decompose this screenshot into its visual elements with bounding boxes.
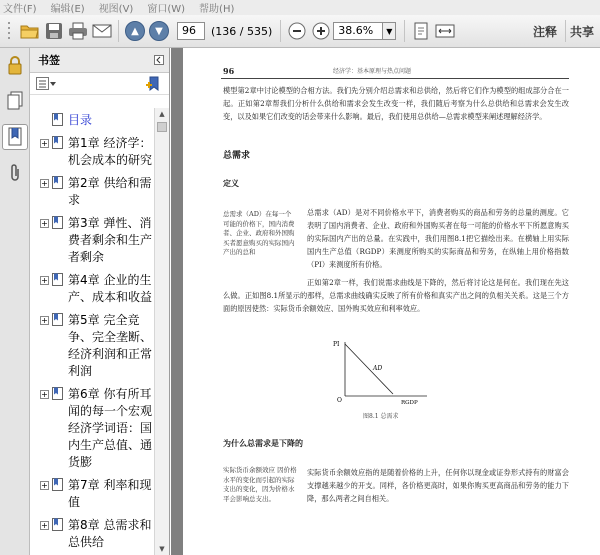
arrow-up-icon: ▲ (125, 21, 145, 41)
attachments-paperclip-icon[interactable] (2, 160, 28, 186)
running-header: 经济学：基本原理与热点问题 (333, 68, 412, 75)
bookmark-icon (52, 313, 63, 326)
bookmark-label: 目录 (68, 113, 93, 127)
menu-edit[interactable]: 编辑(E) (50, 4, 85, 15)
origin-label: O (337, 397, 342, 404)
ad-curve (345, 344, 393, 394)
toolbar (0, 15, 600, 48)
bookmark-item-toc[interactable] (30, 108, 152, 131)
toolbar-separator (404, 20, 405, 42)
menu-help[interactable]: 帮助(H) (199, 4, 235, 15)
document-page (183, 48, 600, 555)
expand-toggle[interactable]: + (41, 390, 48, 399)
expand-toggle[interactable]: + (41, 521, 48, 530)
section-heading-why-downward: 为什么总需求是下降的 (223, 438, 303, 448)
scrollbar-thumb[interactable] (157, 122, 167, 132)
bookmarks-scrollbar[interactable] (154, 108, 169, 555)
definition-paragraph: 总需求（AD）是对不同价格水平下，消费者购买的商品和劳务的总量的测度。它表明了国内消费者、企业、政府和外国购买者在每一可能的价格水平下所愿意购买的实际国内产出的总量。在实践中，我们用图8.1把它描绘出来。在横轴上用实际国内生产总值（RGDP）来测度所购买的实际商品和劳务，在纵轴上用价格指数（PI）来测度所有价格。 (307, 208, 569, 269)
arrow-down-icon: ▼ (149, 21, 169, 41)
document-viewer[interactable] (171, 48, 600, 555)
expand-toggle[interactable]: + (41, 139, 48, 148)
share-button[interactable]: 共享 (569, 24, 594, 39)
save-icon[interactable] (42, 19, 66, 43)
bookmark-item-chapter-6[interactable] (30, 382, 152, 473)
y-axis-label: PI (333, 341, 340, 348)
bookmark-label: 第3章 弹性、消费者剩余和生产者剩余 (68, 216, 152, 264)
print-icon[interactable] (66, 19, 90, 43)
new-bookmark-icon[interactable] (145, 76, 163, 92)
section-heading-aggregate-demand: 总需求 (223, 151, 251, 161)
bookmark-item-chapter-1[interactable] (30, 131, 152, 171)
fit-page-icon[interactable] (409, 19, 433, 43)
menu-file[interactable]: 文件(F) (3, 4, 37, 15)
bookmark-icon (52, 387, 63, 400)
bookmark-label: 第2章 供给和需求 (68, 176, 152, 207)
zoom-level-input[interactable]: 38.6% (333, 22, 383, 40)
previous-page-button[interactable] (123, 19, 147, 43)
bookmark-icon (52, 216, 63, 229)
bookmark-icon (52, 176, 63, 189)
expand-toggle[interactable]: + (41, 481, 48, 490)
menu-bar (0, 0, 600, 15)
menu-window[interactable]: 窗口(W) (147, 4, 186, 15)
bookmark-icon (52, 273, 63, 286)
scroll-up-arrow-icon[interactable]: ▲ (159, 110, 165, 118)
expand-toggle[interactable]: + (41, 276, 48, 285)
bookmark-item-chapter-7[interactable] (30, 473, 152, 513)
downward-slope-paragraph: 正如第2章一样，我们说需求曲线是下降的，然后将讨论这是何在。我们现在先这么做。正如图8.1所显示的那样，总需求曲线确实反映了所有价格和真实产出之间的负相关关系。这是三个方面的原因使然：实际货币余额效应、国外购买效应和利率效应。 (223, 278, 569, 313)
bookmarks-panel (30, 48, 170, 555)
figure-caption: 图8.1 总需求 (363, 413, 399, 420)
expand-toggle[interactable]: + (41, 219, 48, 228)
bookmark-icon (52, 478, 63, 491)
bookmark-item-chapter-4[interactable] (30, 268, 152, 308)
lock-icon[interactable] (2, 52, 28, 78)
bookmark-list (30, 108, 152, 555)
margin-note-real-balance-effect: 实际货币余额效应 因价格水平的变化而引起的实际支出的变化，因为价格水平会影响总支出。 (223, 466, 297, 503)
zoom-dropdown-chevron-icon[interactable]: ▼ (383, 22, 396, 40)
toolbar-grip (0, 19, 18, 43)
bookmark-label: 第1章 经济学：机会成本的研究 (68, 136, 152, 167)
scroll-down-arrow-icon[interactable]: ▼ (159, 545, 165, 553)
bookmark-icon (52, 136, 63, 149)
bookmarks-tab-icon[interactable] (2, 124, 28, 150)
page-thumbnails-icon[interactable] (2, 88, 28, 114)
bookmark-label: 第6章 你有所耳闻的每一个宏观经济学词语：国内生产总值、通货膨 (68, 387, 152, 469)
bookmarks-toolbar (30, 73, 169, 95)
page-number-input[interactable]: 96 (177, 22, 205, 40)
expand-toggle[interactable]: + (41, 316, 48, 325)
toolbar-separator (565, 20, 566, 42)
bookmark-item-chapter-8[interactable] (30, 513, 152, 553)
page-number-label: 96 (223, 66, 235, 76)
annotate-button[interactable]: 注释 (532, 24, 557, 39)
toolbar-separator (280, 20, 281, 42)
page-count: (136 / 535) (211, 24, 273, 38)
bookmark-label: 第5章 完全竞争、完全垄断、经济利润和正常利润 (68, 313, 152, 378)
margin-note-aggregate-demand: 总需求（AD）在每一个可能的价格下，国内消费者、企业、政府和外国购买者愿意购买的实际国内产出的总和 (223, 210, 295, 256)
expand-toggle-empty (40, 116, 49, 125)
bookmark-icon (52, 113, 63, 126)
navigation-rail (0, 48, 30, 555)
x-axis-label: RGDP (401, 400, 418, 406)
open-folder-icon[interactable] (18, 19, 42, 43)
bookmarks-panel-header (30, 48, 169, 73)
bookmark-item-chapter-2[interactable] (30, 171, 152, 211)
bookmark-label: 第7章 利率和现值 (68, 478, 152, 509)
options-menu-icon[interactable] (36, 77, 56, 91)
intro-paragraph: 模型第2章中讨论模型的合相方法。我们先分别介绍总需求和总供给，然后将它们作为模型的组成部分合在一起。正如第2章帮我们分析什么供给和需求会发生改变一样，我们随后考察为什么总供给和总需求会发生改变，以及如果它们改变的话会带来什么影响。最后，我们使用总供给—总需求模型来阐述理解经济学。 (223, 86, 569, 121)
subsection-heading-definition: 定义 (223, 178, 239, 188)
header-rule (221, 78, 569, 79)
curve-label: AD (373, 365, 383, 372)
collapse-panel-icon[interactable] (154, 55, 164, 65)
bookmark-label: 第4章 企业的生产、成本和收益 (68, 273, 152, 304)
expand-toggle[interactable]: + (41, 179, 48, 188)
fit-width-icon[interactable] (433, 19, 457, 43)
zoom-in-button[interactable] (309, 19, 333, 43)
bookmark-item-chapter-5[interactable] (30, 308, 152, 382)
bookmark-label: 第8章 总需求和总供给 (68, 518, 152, 549)
email-icon[interactable] (90, 19, 114, 43)
real-balance-paragraph: 实际货币余额效应指的是随着价格的上升，任何你以现金或证券形式持有的财富会支撑越来越少的开支。同样，各价格更高时，如果你购买更高商品和劳务的能力下降，那么两者之间自相关。 (307, 468, 569, 503)
bookmark-icon (52, 518, 63, 531)
zoom-out-button[interactable] (285, 19, 309, 43)
bookmark-item-chapter-3[interactable] (30, 211, 152, 268)
bookmarks-panel-title: 书签 (38, 54, 60, 67)
aggregate-demand-figure (323, 336, 433, 408)
toolbar-separator (118, 20, 119, 42)
menu-view[interactable]: 视图(V) (98, 4, 134, 15)
next-page-button[interactable] (147, 19, 171, 43)
